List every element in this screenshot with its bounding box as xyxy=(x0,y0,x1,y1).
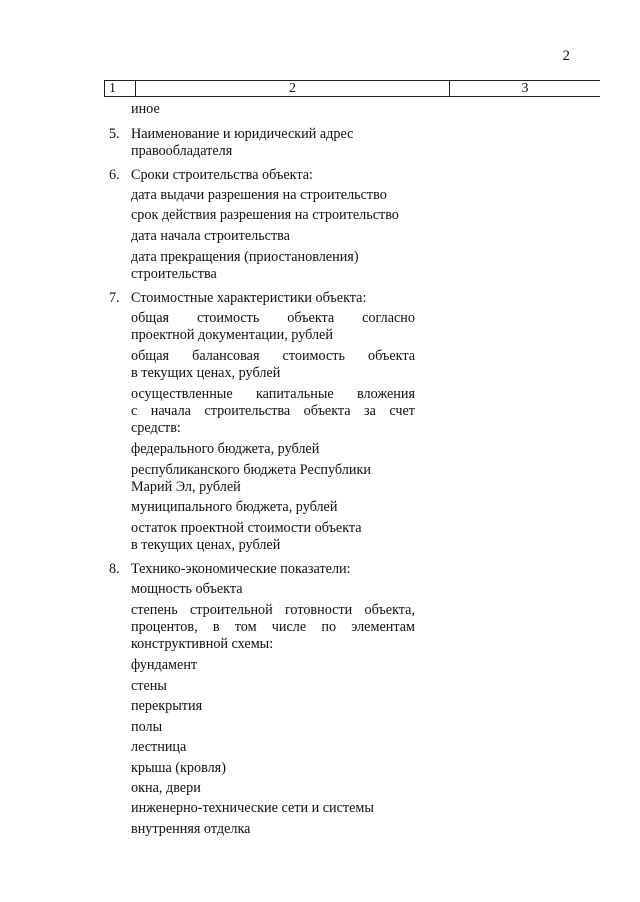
section-8-capacity: мощность объекта xyxy=(131,581,243,597)
section-8-foundation: фундамент xyxy=(131,657,198,673)
section-7-total-cost-line2: проектной документации, рублей xyxy=(131,327,333,343)
section-5-number: 5. xyxy=(109,126,120,142)
section-7-municipal-budget: муниципального бюджета, рублей xyxy=(131,499,338,515)
section-6-title: Сроки строительства объекта: xyxy=(131,167,313,183)
section-7-remaining-cost-line1: остаток проектной стоимости объекта xyxy=(131,520,362,536)
section-7-number: 7. xyxy=(109,290,120,306)
section-7-balance-cost-line2: в текущих ценах, рублей xyxy=(131,365,281,381)
section-6-item-start-date: дата начала строительства xyxy=(131,228,290,244)
section-8-stairs: лестница xyxy=(131,739,187,755)
section-8-roof: крыша (кровля) xyxy=(131,760,226,776)
section-7-title: Стоимостные характеристики объекта: xyxy=(131,290,367,306)
section-8-interior-finishing: внутренняя отделка xyxy=(131,821,251,837)
line-inoe: иное xyxy=(131,101,160,117)
section-8-readiness-line3: конструктивной схемы: xyxy=(131,636,274,652)
section-8-windows-doors: окна, двери xyxy=(131,780,201,796)
section-8-walls: стены xyxy=(131,678,167,694)
section-7-republic-budget-line2: Марий Эл, рублей xyxy=(131,479,241,495)
header-row xyxy=(105,81,601,97)
section-6-item-stop-date-line1: дата прекращения (приостановления) xyxy=(131,249,359,265)
section-6-item-validity: срок действия разрешения на строительство xyxy=(131,207,399,223)
column-header-table xyxy=(104,80,600,97)
section-7-investments-line3: средств: xyxy=(131,420,181,436)
section-6-item-issue-date: дата выдачи разрешения на строительство xyxy=(131,187,387,203)
section-8-readiness-line1: степень строительной готовности объекта, xyxy=(131,602,415,618)
page-number: 2 xyxy=(562,48,570,64)
section-8-engineering-networks: инженерно-технические сети и системы xyxy=(131,800,374,816)
section-6-number: 6. xyxy=(109,167,120,183)
section-8-readiness-line2: процентов, в том числе по элементам xyxy=(131,619,415,635)
section-8-number: 8. xyxy=(109,561,120,577)
section-6-item-stop-date-line2: строительства xyxy=(131,266,217,282)
section-8-floors: полы xyxy=(131,719,163,735)
section-8-title: Технико-экономические показатели: xyxy=(131,561,351,577)
section-7-balance-cost-line1: общая балансовая стоимость объекта xyxy=(131,348,415,364)
section-7-federal-budget: федерального бюджета, рублей xyxy=(131,441,320,457)
section-7-investments-line1: осуществленные капитальные вложения xyxy=(131,386,415,402)
header-col-2: 2 xyxy=(136,81,450,97)
header-col-1: 1 xyxy=(105,81,136,97)
section-8-floors-slabs: перекрытия xyxy=(131,698,203,714)
section-5-title-line1: Наименование и юридический адрес xyxy=(131,126,354,142)
section-7-investments-line2: с начала строительства объекта за счет xyxy=(131,403,415,419)
section-7-total-cost-line1: общая стоимость объекта согласно xyxy=(131,310,415,326)
header-col-3: 3 xyxy=(450,81,601,97)
section-5-title-line2: правообладателя xyxy=(131,143,233,159)
section-7-republic-budget-line1: республиканского бюджета Республики xyxy=(131,462,371,478)
section-7-remaining-cost-line2: в текущих ценах, рублей xyxy=(131,537,281,553)
